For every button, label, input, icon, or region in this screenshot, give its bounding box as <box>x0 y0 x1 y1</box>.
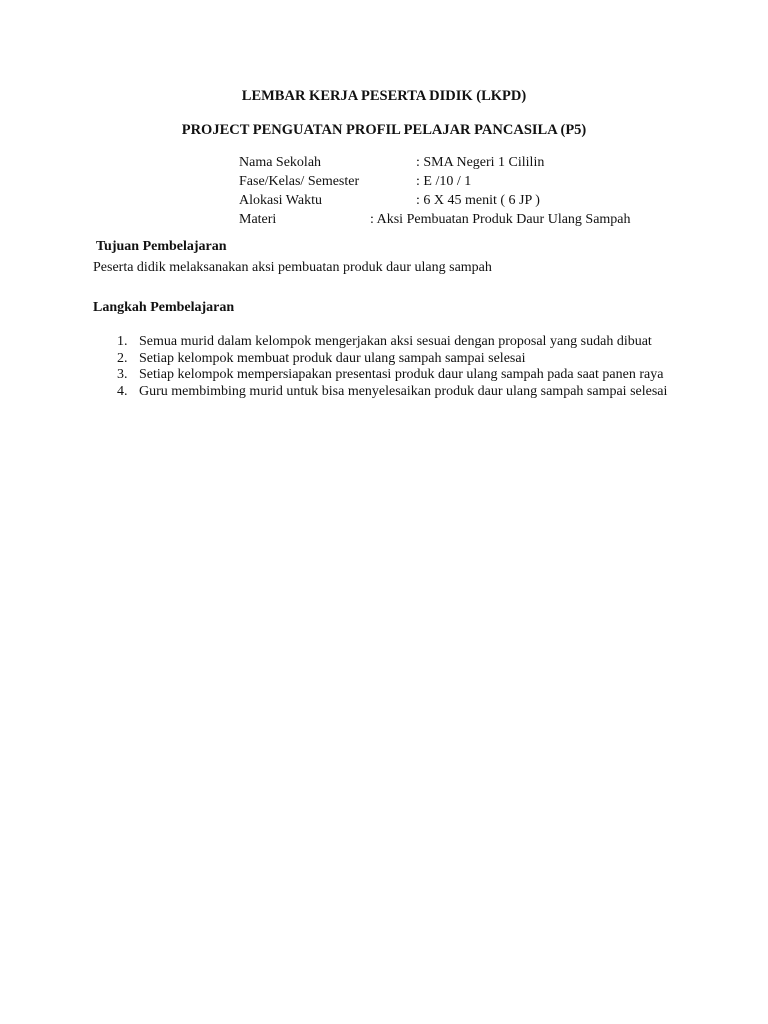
info-row-material <box>239 212 699 231</box>
info-row-time <box>239 193 699 212</box>
step-number: 3. <box>117 367 128 382</box>
info-label: Materi <box>239 212 277 227</box>
info-label: Fase/Kelas/ Semester <box>239 174 360 189</box>
info-row-phase <box>239 174 699 193</box>
step-number: 1. <box>117 334 128 349</box>
info-value: : SMA Negeri 1 Cililin <box>416 155 545 170</box>
step-text: Setiap kelompok membuat produk daur ulang sampah sampai selesai <box>139 350 526 366</box>
info-block <box>239 155 699 231</box>
list-item <box>117 351 675 368</box>
langkah-heading: Langkah Pembelajaran <box>93 300 235 315</box>
step-text: Guru membimbing murid untuk bisa menyelesaikan produk daur ulang sampah sampai selesai <box>139 383 668 399</box>
step-number: 2. <box>117 350 128 366</box>
info-label: Nama Sekolah <box>239 155 322 170</box>
info-row-school <box>239 155 699 174</box>
tujuan-heading: Tujuan Pembelajaran <box>96 239 227 254</box>
info-label: Alokasi Waktu <box>239 193 322 208</box>
list-item <box>117 384 675 401</box>
steps-list <box>117 334 675 400</box>
step-text: Semua murid dalam kelompok mengerjakan aksi sesuai dengan proposal yang sudah dibuat <box>139 334 652 349</box>
list-item <box>117 367 675 384</box>
info-value: : E /10 / 1 <box>416 174 472 189</box>
list-item <box>117 334 675 351</box>
step-text: Setiap kelompok mempersiapakan presentasi produk daur ulang sampah pada saat panen raya <box>139 367 664 382</box>
info-value: : Aksi Pembuatan Produk Daur Ulang Sampah <box>370 212 631 227</box>
tujuan-text: Peserta didik melaksanakan aksi pembuatan produk daur ulang sampah <box>93 260 492 275</box>
info-value: : 6 X 45 menit ( 6 JP ) <box>416 193 540 208</box>
step-number: 4. <box>117 383 128 399</box>
document-title: LEMBAR KERJA PESERTA DIDIK (LKPD) <box>241 88 527 104</box>
document-subtitle: PROJECT PENGUATAN PROFIL PELAJAR PANCASILA (P5) <box>181 122 587 138</box>
